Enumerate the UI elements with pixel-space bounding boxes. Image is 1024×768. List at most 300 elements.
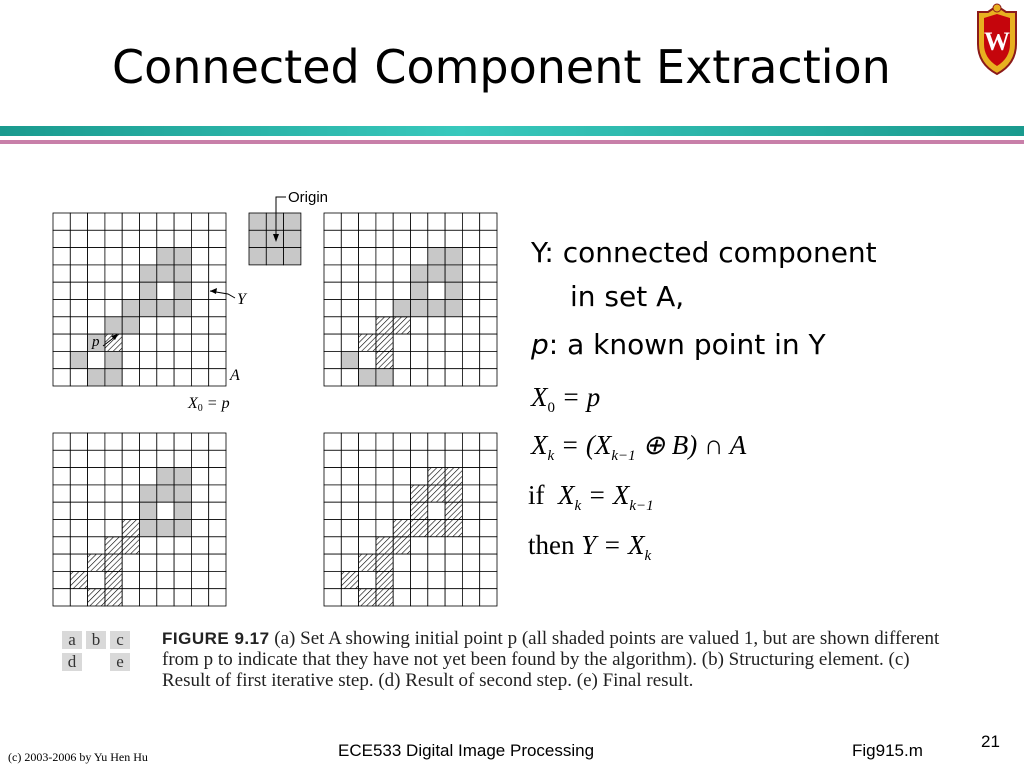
grid-cell — [376, 248, 393, 265]
grid-cell — [122, 520, 139, 537]
grid-cell — [122, 300, 139, 317]
grid-cell — [88, 502, 105, 519]
grid-cell — [157, 433, 174, 450]
panel-key-b: b — [86, 631, 106, 649]
grid-cell — [324, 282, 341, 299]
grid-cell — [209, 589, 226, 606]
page-number: 21 — [981, 732, 1000, 751]
grid-cell — [480, 554, 497, 571]
grid-cell — [174, 265, 191, 282]
grid-cell — [105, 248, 122, 265]
grid-cell — [411, 571, 428, 588]
grid-cell — [209, 334, 226, 351]
grid-cell — [191, 230, 208, 247]
grid-cell — [393, 450, 410, 467]
grid-cell — [393, 213, 410, 230]
grid-cell — [341, 230, 358, 247]
grid-cell — [341, 520, 358, 537]
grid-c — [324, 213, 497, 386]
panel-key-c: c — [110, 631, 130, 649]
grid-cell — [140, 433, 157, 450]
grid-cell — [324, 230, 341, 247]
grid-cell — [393, 502, 410, 519]
grid-cell — [122, 537, 139, 554]
grid-cell — [359, 468, 376, 485]
grid-cell — [174, 520, 191, 537]
grid-cell — [376, 571, 393, 588]
grid-cell — [359, 450, 376, 467]
grid-cell — [70, 230, 87, 247]
grid-cell — [209, 300, 226, 317]
grid-cell — [53, 248, 70, 265]
grid-cell — [105, 520, 122, 537]
grid-cell — [480, 317, 497, 334]
grid-cell — [157, 230, 174, 247]
grid-cell — [393, 230, 410, 247]
grid-cell — [88, 468, 105, 485]
grid-cell — [122, 589, 139, 606]
grid-cell — [174, 282, 191, 299]
grid-cell — [174, 589, 191, 606]
grid-cell — [209, 554, 226, 571]
grid-cell — [393, 485, 410, 502]
grid-cell — [428, 554, 445, 571]
grid-cell — [70, 317, 87, 334]
grid-cell — [53, 502, 70, 519]
grid-cell — [341, 265, 358, 282]
grid-cell — [462, 351, 479, 368]
grid-cell — [140, 502, 157, 519]
grid-cell — [266, 248, 283, 265]
grid-cell — [249, 248, 266, 265]
grid-cell — [70, 502, 87, 519]
grid-cell — [284, 213, 301, 230]
grid-cell — [209, 230, 226, 247]
label-A: A — [230, 367, 240, 384]
grid-cell — [324, 351, 341, 368]
grid-cell — [428, 520, 445, 537]
grid-cell — [88, 537, 105, 554]
grid-cell — [411, 554, 428, 571]
grid-cell — [359, 537, 376, 554]
grid-cell — [324, 537, 341, 554]
grid-cell — [411, 485, 428, 502]
grid-cell — [376, 230, 393, 247]
grid-cell — [105, 554, 122, 571]
grid-cell — [428, 589, 445, 606]
grid-cell — [376, 502, 393, 519]
grid-d — [53, 433, 226, 606]
grid-cell — [105, 589, 122, 606]
grid-cell — [428, 213, 445, 230]
grid-cell — [411, 213, 428, 230]
grid-cell — [445, 248, 462, 265]
grid-cell — [249, 230, 266, 247]
grid-cell — [393, 433, 410, 450]
grid-cell — [70, 468, 87, 485]
grid-cell — [209, 433, 226, 450]
grid-cell — [122, 334, 139, 351]
grid-cell — [140, 520, 157, 537]
grid-cell — [157, 589, 174, 606]
university-logo — [972, 2, 1022, 78]
grid-cell — [191, 571, 208, 588]
grid-cell — [359, 213, 376, 230]
grid-cell — [393, 317, 410, 334]
grid-cell — [480, 589, 497, 606]
grid-cell — [462, 300, 479, 317]
grid-cell — [428, 502, 445, 519]
grid-cell — [359, 485, 376, 502]
grid-cell — [376, 213, 393, 230]
footer-course: ECE533 Digital Image Processing — [338, 741, 595, 760]
grid-cell — [70, 265, 87, 282]
grid-cell — [462, 485, 479, 502]
grid-cell — [324, 248, 341, 265]
grid-cell — [140, 589, 157, 606]
footer-file: Fig915.m — [852, 741, 923, 760]
grid-cell — [393, 334, 410, 351]
grid-cell — [462, 502, 479, 519]
grid-cell — [105, 265, 122, 282]
grid-cell — [324, 213, 341, 230]
equation-2: $X_k = (X_{k-1}$ ⊕ B) ∩ A — [531, 430, 747, 464]
grid-cell — [445, 351, 462, 368]
grid-cell — [284, 230, 301, 247]
grid-cell — [428, 571, 445, 588]
grid-cell — [70, 433, 87, 450]
grid-cell — [191, 468, 208, 485]
grid-cell — [140, 282, 157, 299]
panel-key-a: a — [62, 631, 82, 649]
grid-cell — [70, 589, 87, 606]
grid-cell — [88, 433, 105, 450]
grid-cell — [122, 282, 139, 299]
grid-cell — [411, 265, 428, 282]
grid-cell — [359, 230, 376, 247]
grid-cell — [88, 351, 105, 368]
grid-cell — [209, 213, 226, 230]
grid-cell — [393, 248, 410, 265]
grid-cell — [88, 300, 105, 317]
grid-cell — [140, 571, 157, 588]
grid-cell — [88, 589, 105, 606]
grid-cell — [105, 317, 122, 334]
grid-cell — [174, 537, 191, 554]
grid-cell — [88, 571, 105, 588]
grid-cell — [359, 369, 376, 386]
grid-cell — [324, 265, 341, 282]
grid-cell — [428, 317, 445, 334]
grid-cell — [88, 213, 105, 230]
grid-cell — [324, 571, 341, 588]
grid-cell — [140, 485, 157, 502]
grid-cell — [53, 554, 70, 571]
grid-cell — [157, 248, 174, 265]
footer-copyright: (c) 2003-2006 by Yu Hen Hu — [8, 750, 148, 764]
grid-cell — [174, 213, 191, 230]
grid-cell — [428, 248, 445, 265]
grid-cell — [122, 213, 139, 230]
grid-cell — [70, 571, 87, 588]
grid-cell — [376, 554, 393, 571]
label-p: p — [92, 334, 100, 350]
grid-cell — [324, 520, 341, 537]
grid-cell — [359, 265, 376, 282]
grid-cell — [411, 589, 428, 606]
grid-cell — [324, 589, 341, 606]
grid-cell — [480, 450, 497, 467]
grid-cell — [191, 248, 208, 265]
grid-cell — [359, 248, 376, 265]
grid-cell — [462, 433, 479, 450]
grid-cell — [174, 502, 191, 519]
grid-cell — [122, 230, 139, 247]
grid-cell — [359, 433, 376, 450]
grid-cell — [209, 369, 226, 386]
grid-cell — [70, 369, 87, 386]
grid-cell — [174, 571, 191, 588]
grid-cell — [157, 520, 174, 537]
grid-cell — [445, 282, 462, 299]
grid-cell — [359, 317, 376, 334]
grid-cell — [411, 248, 428, 265]
grid-cell — [88, 554, 105, 571]
grid-cell — [53, 433, 70, 450]
definition-line-3: p: a known point in Y — [531, 328, 826, 361]
grid-cell — [428, 468, 445, 485]
grid-cell — [122, 351, 139, 368]
grid-cell — [428, 450, 445, 467]
grid-cell — [341, 300, 358, 317]
grid-cell — [53, 282, 70, 299]
grid-cell — [324, 433, 341, 450]
grid-cell — [341, 351, 358, 368]
label-Y: Y — [237, 291, 246, 308]
grid-cell — [376, 589, 393, 606]
grid-cell — [191, 589, 208, 606]
grid-cell — [174, 351, 191, 368]
grid-cell — [341, 369, 358, 386]
grid-cell — [70, 282, 87, 299]
grid-cell — [359, 520, 376, 537]
grid-cell — [462, 230, 479, 247]
grid-cell — [88, 485, 105, 502]
grid-cell — [428, 537, 445, 554]
grid-cell — [209, 485, 226, 502]
grid-cell — [359, 351, 376, 368]
grid-cell — [191, 351, 208, 368]
grid-cell — [105, 502, 122, 519]
grid-cell — [393, 571, 410, 588]
grid-cell — [462, 554, 479, 571]
grid-cell — [376, 433, 393, 450]
grid-cell — [105, 450, 122, 467]
equation-1: $X_0 = p$ — [531, 382, 601, 416]
grid-cell — [70, 248, 87, 265]
grid-cell — [445, 265, 462, 282]
grid-cell — [411, 537, 428, 554]
grid-cell — [462, 589, 479, 606]
grid-cell — [324, 369, 341, 386]
origin-label: Origin — [288, 189, 329, 206]
grid-cell — [445, 589, 462, 606]
header-bar-teal — [0, 126, 1024, 136]
grid-cell — [157, 450, 174, 467]
grid-cell — [191, 317, 208, 334]
grid-cell — [157, 554, 174, 571]
grid-cell — [88, 369, 105, 386]
grid-cell — [157, 265, 174, 282]
grid-cell — [480, 433, 497, 450]
grid-cell — [393, 300, 410, 317]
grid-cell — [445, 317, 462, 334]
grid-cell — [324, 300, 341, 317]
grid-cell — [191, 334, 208, 351]
grid-cell — [324, 450, 341, 467]
grid-cell — [140, 213, 157, 230]
grid-cell — [324, 334, 341, 351]
grid-cell — [445, 468, 462, 485]
grid-cell — [157, 300, 174, 317]
grid-cell — [462, 317, 479, 334]
grid-cell — [428, 433, 445, 450]
grid-cell — [376, 300, 393, 317]
grid-cell — [341, 334, 358, 351]
grid-cell — [376, 520, 393, 537]
grid-cell — [140, 300, 157, 317]
grid-cell — [88, 248, 105, 265]
grid-cell — [393, 589, 410, 606]
grid-cell — [480, 265, 497, 282]
grid-cell — [122, 554, 139, 571]
grid-cell — [53, 300, 70, 317]
slide-title: Connected Component Extraction — [112, 40, 891, 94]
grid-cell — [53, 351, 70, 368]
grid-cell — [209, 317, 226, 334]
grid-cell — [191, 520, 208, 537]
grid-cell — [140, 317, 157, 334]
grid-cell — [70, 351, 87, 368]
grid-cell — [393, 351, 410, 368]
grid-cell — [480, 485, 497, 502]
grid-e — [324, 433, 497, 606]
grid-cell — [393, 537, 410, 554]
grid-cell — [480, 369, 497, 386]
grid-cell — [462, 248, 479, 265]
grid-cell — [376, 282, 393, 299]
grid-cell — [209, 248, 226, 265]
grid-cell — [157, 571, 174, 588]
grid-cell — [376, 265, 393, 282]
grid-cell — [411, 351, 428, 368]
grid-cell — [122, 369, 139, 386]
grid-cell — [428, 265, 445, 282]
grid-cell — [70, 334, 87, 351]
grid-cell — [105, 537, 122, 554]
grid-cell — [445, 433, 462, 450]
grid-cell — [105, 433, 122, 450]
grid-cell — [428, 334, 445, 351]
grid-cell — [105, 300, 122, 317]
grid-cell — [140, 230, 157, 247]
grid-cell — [70, 485, 87, 502]
grid-cell — [122, 468, 139, 485]
grid-cell — [122, 265, 139, 282]
grid-cell — [445, 520, 462, 537]
grid-cell — [191, 450, 208, 467]
grid-cell — [140, 537, 157, 554]
grid-cell — [393, 554, 410, 571]
grid-cell — [88, 265, 105, 282]
figure-label: FIGURE 9.17 — [162, 629, 270, 648]
grid-cell — [480, 300, 497, 317]
grid-a — [53, 213, 226, 386]
grid-cell — [445, 230, 462, 247]
grid-cell — [411, 300, 428, 317]
grid-cell — [411, 433, 428, 450]
grid-cell — [140, 468, 157, 485]
panel-key-d: d — [62, 653, 82, 671]
grid-cell — [341, 213, 358, 230]
grid-cell — [462, 450, 479, 467]
grid-cell — [70, 213, 87, 230]
grid-cell — [462, 282, 479, 299]
grid-cell — [191, 537, 208, 554]
grid-cell — [157, 369, 174, 386]
grid-cell — [53, 537, 70, 554]
grid-cell — [122, 450, 139, 467]
grid-cell — [209, 351, 226, 368]
grid-cell — [480, 351, 497, 368]
grid-cell — [174, 433, 191, 450]
grid-cell — [209, 520, 226, 537]
grid-cell — [249, 213, 266, 230]
grid-cell — [480, 282, 497, 299]
grid-cell — [284, 248, 301, 265]
grid-cell — [53, 468, 70, 485]
grid-cell — [480, 502, 497, 519]
grid-cell — [105, 213, 122, 230]
grid-cell — [191, 300, 208, 317]
grid-cell — [174, 468, 191, 485]
grid-cell — [53, 485, 70, 502]
panel-key-e: e — [110, 653, 130, 671]
grid-cell — [191, 485, 208, 502]
grid-cell — [376, 450, 393, 467]
grid-cell — [411, 520, 428, 537]
grid-cell — [122, 502, 139, 519]
grid-cell — [157, 334, 174, 351]
grid-cell — [359, 334, 376, 351]
grid-cell — [174, 317, 191, 334]
grid-cell — [445, 213, 462, 230]
grid-cell — [140, 554, 157, 571]
label-X0: X0 = p — [188, 395, 230, 414]
grid-cell — [191, 369, 208, 386]
grid-cell — [393, 369, 410, 386]
grid-cell — [462, 571, 479, 588]
grid-cell — [140, 334, 157, 351]
grid-cell — [428, 230, 445, 247]
grid-cell — [376, 334, 393, 351]
grid-cell — [462, 520, 479, 537]
grid-cell — [53, 520, 70, 537]
grid-cell — [105, 351, 122, 368]
grid-cell — [462, 213, 479, 230]
grid-cell — [70, 300, 87, 317]
grid-cell — [105, 282, 122, 299]
